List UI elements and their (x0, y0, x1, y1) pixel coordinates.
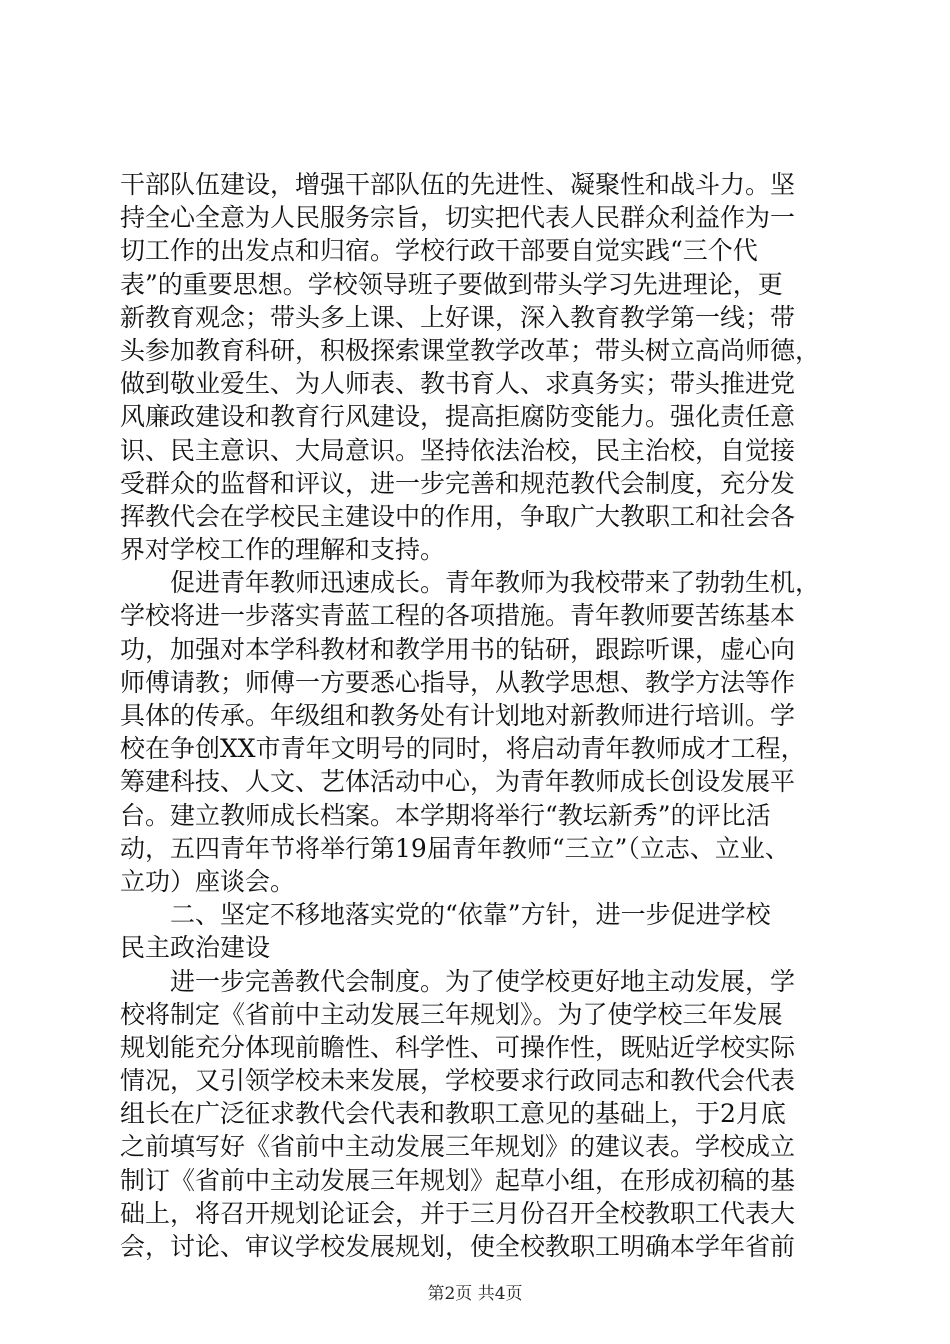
page-footer: 第2页 共4页 (427, 1284, 523, 1304)
text-line: 具体的传承。年级组和教务处有计划地对新教师进行培训。学 (120, 701, 796, 730)
text-line: 制订《省前中主动发展三年规划》起草小组，在形成初稿的基 (120, 1165, 796, 1195)
text-line: 干部队伍建设，增强干部队伍的先进性、凝聚性和战斗力。坚 (120, 170, 796, 199)
text-line: 挥教代会在学校民主建设中的作用，争取广大教职工和社会各 (120, 501, 796, 531)
text-line: 新教育观念；带头多上课、上好课，深入教育教学第一线；带 (120, 302, 796, 332)
body-text (120, 168, 832, 1263)
text-line: 功，加强对本学科教材和教学用书的钻研，跟踪听课，虚心向 (120, 634, 796, 664)
text-line: 做到敬业爱生、为人师表、教书育人、求真务实；带头推进党 (120, 369, 796, 399)
text-line: 二、坚定不移地落实党的“依靠”方针，进一步促进学校 (120, 900, 771, 930)
text-line: 师傅请教；师傅一方要悉心指导，从教学思想、教学方法等作 (120, 667, 796, 697)
text-line: 民主政治建设 (120, 933, 271, 963)
text-line: 情况，又引领学校未来发展，学校要求行政同志和教代会代表 (120, 1066, 796, 1096)
text-line: 规划能充分体现前瞻性、科学性、可操作性，既贴近学校实际 (120, 1032, 796, 1062)
text-line: 校在争创XX市青年文明号的同时，将启动青年教师成才工程， (120, 734, 806, 764)
text-line: 校将制定《省前中主动发展三年规划》。为了使学校三年发展 (120, 999, 783, 1029)
text-line: 受群众的监督和评议，进一步完善和规范教代会制度，充分发 (120, 468, 796, 498)
text-line: 界对学校工作的理解和支持。 (120, 535, 446, 565)
text-line: 组长在广泛征求教代会代表和教职工意见的基础上，于2月底 (120, 1099, 786, 1129)
text-line: 促进青年教师迅速成长。青年教师为我校带来了勃勃生机， (120, 568, 821, 598)
text-line: 之前填写好《省前中主动发展三年规划》的建议表。学校成立 (120, 1132, 796, 1162)
text-line: 立功）座谈会。 (120, 866, 296, 896)
text-line: 识、民主意识、大局意识。坚持依法治校，民主治校，自觉接 (120, 435, 796, 465)
text-line: 持全心全意为人民服务宗旨，切实把代表人民群众利益作为一 (120, 203, 796, 233)
text-line: 表”的重要思想。学校领导班子要做到带头学习先进理论，更 (120, 269, 783, 299)
text-line: 筹建科技、人文、艺体活动中心，为青年教师成长创设发展平 (120, 767, 796, 797)
text-line: 础上，将召开规划论证会，并于三月份召开全校教职工代表大 (120, 1198, 796, 1228)
text-line: 切工作的出发点和归宿。学校行政干部要自觉实践“三个代 (120, 236, 758, 266)
text-line: 进一步完善教代会制度。为了使学校更好地主动发展，学 (120, 966, 796, 996)
text-line: 台。建立教师成长档案。本学期将举行“教坛新秀”的评比活 (120, 800, 771, 830)
text-line: 动，五四青年节将举行第19届青年教师“三立”（立志、立业、 (120, 833, 790, 863)
text-line: 头参加教育科研，积极探索课堂教学改革；带头树立高尚师德， (120, 335, 821, 365)
text-line: 学校将进一步落实青蓝工程的各项措施。青年教师要苦练基本 (120, 601, 796, 631)
text-line: 风廉政建设和教育行风建设，提高拒腐防变能力。强化责任意 (120, 402, 796, 432)
text-line: 会，讨论、审议学校发展规划，使全校教职工明确本学年省前 (120, 1232, 796, 1261)
